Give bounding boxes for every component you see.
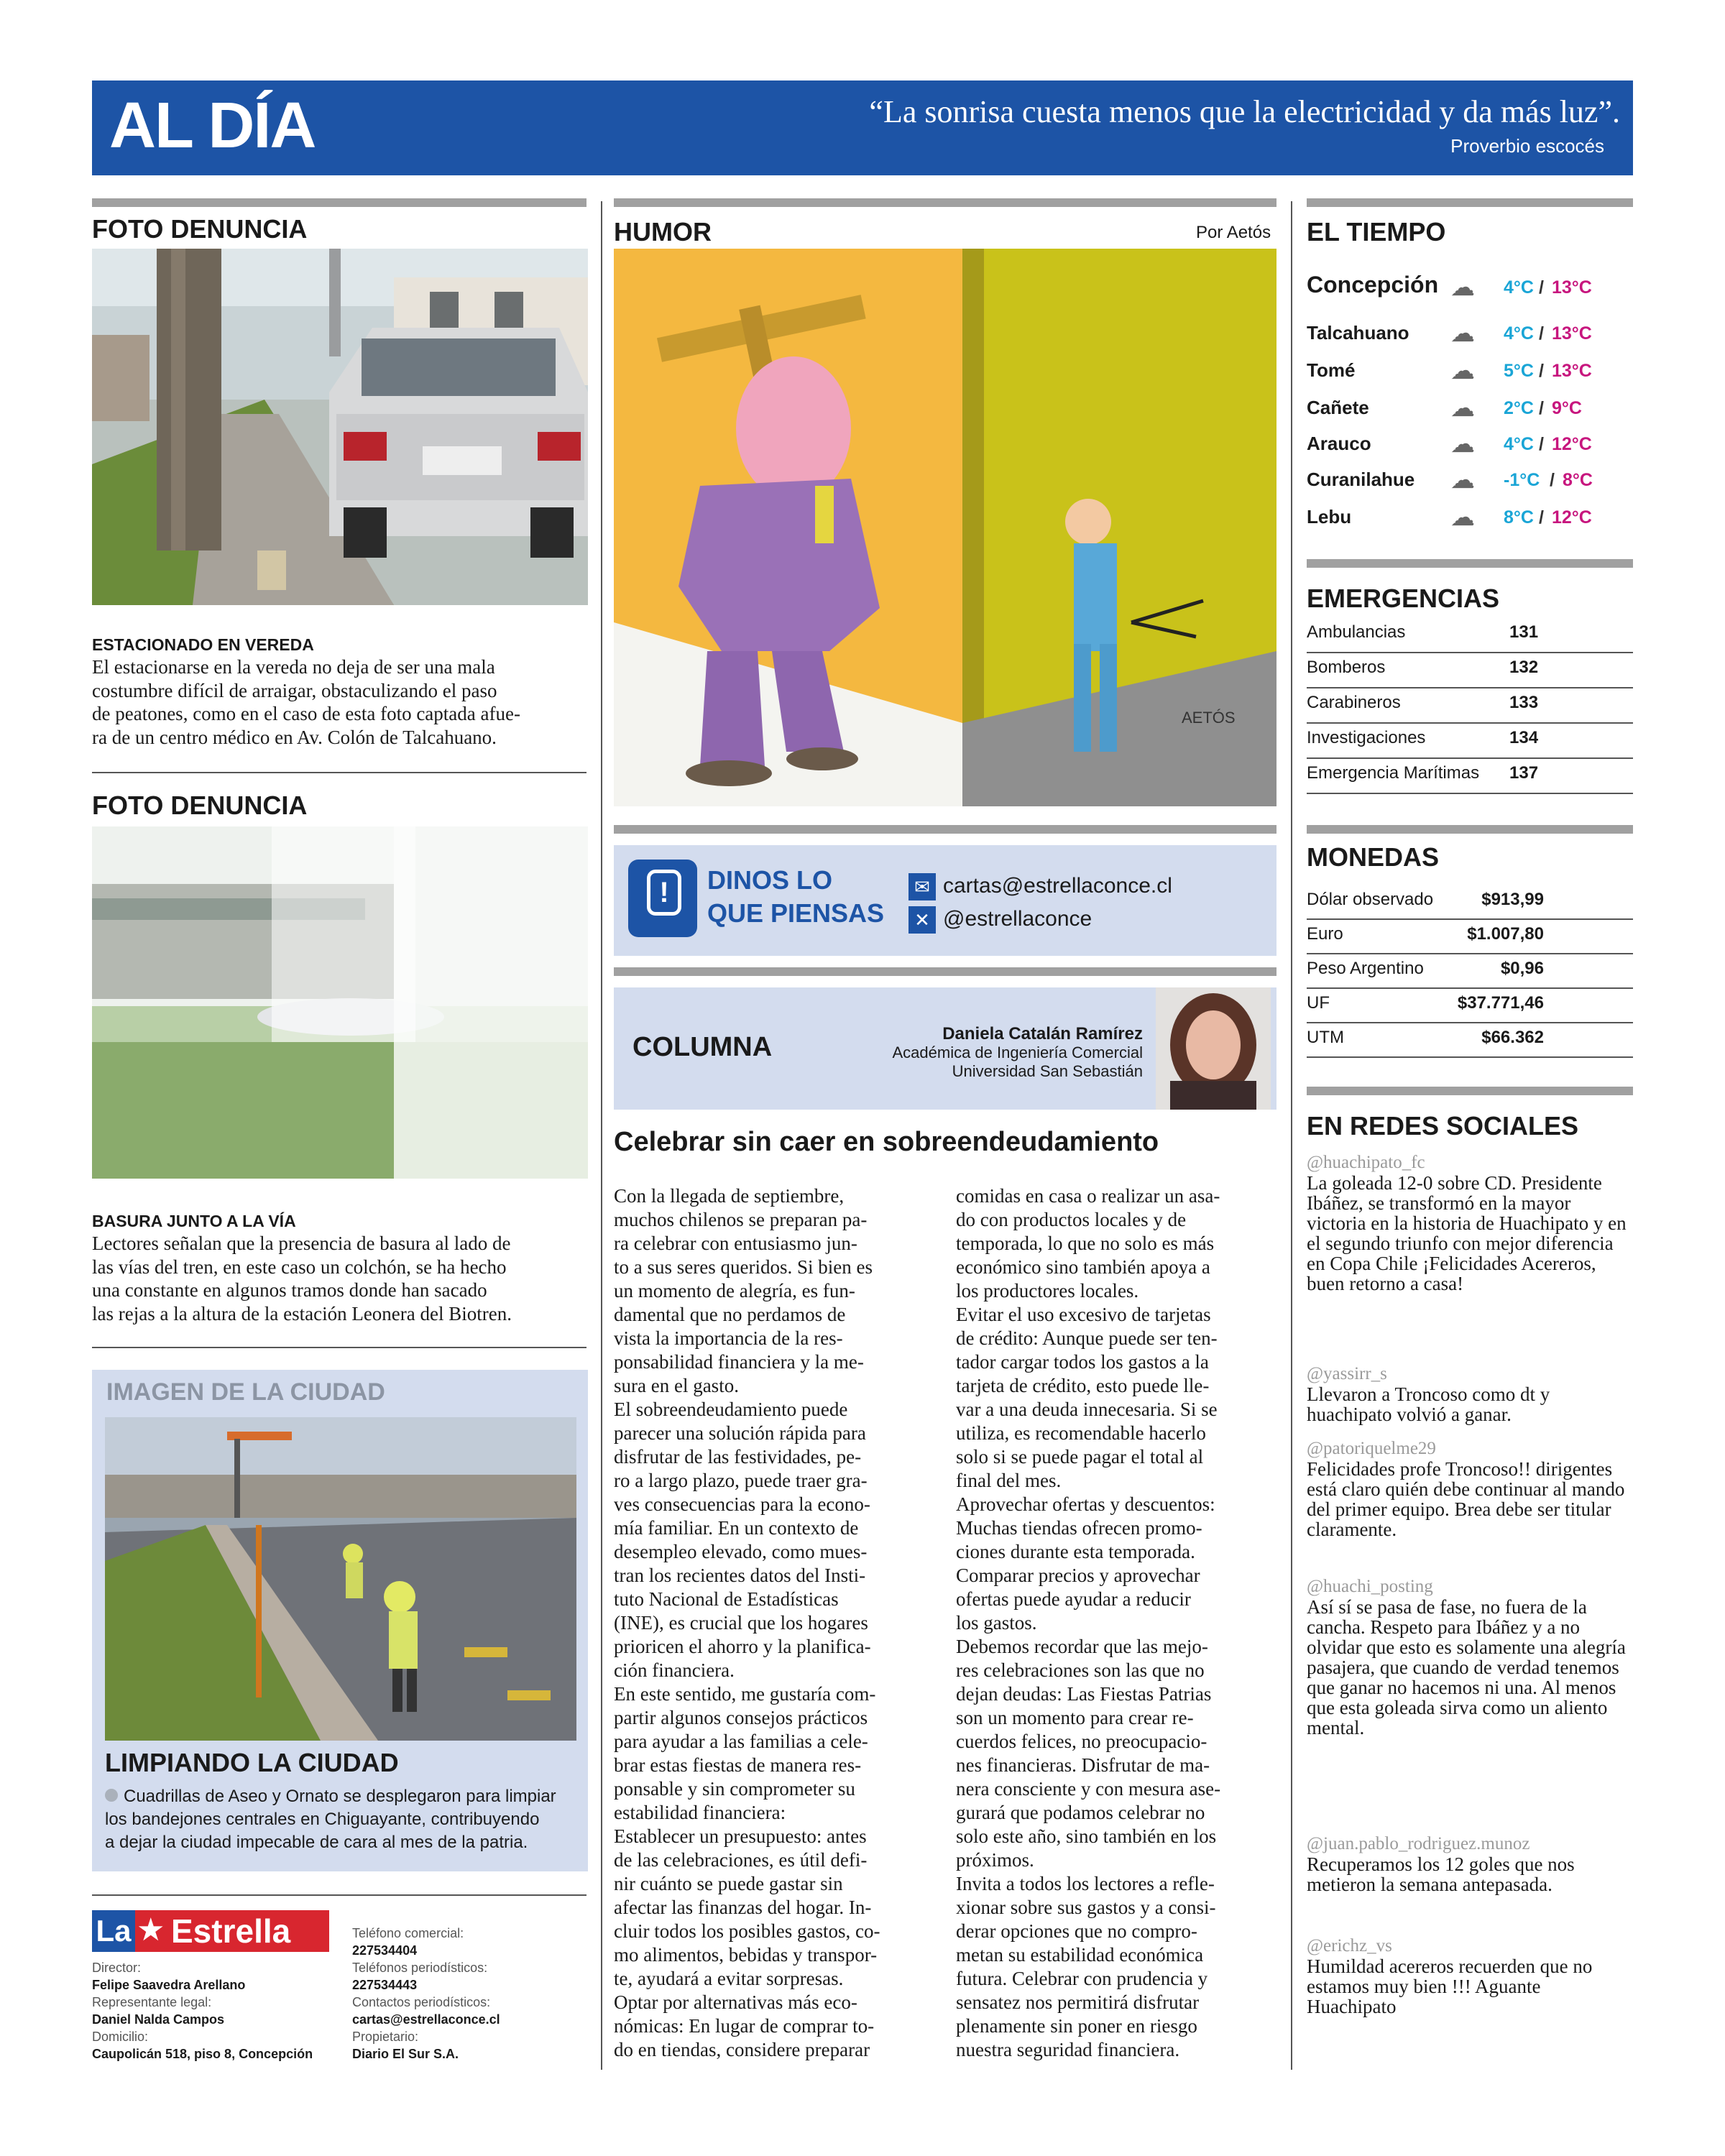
estrella-logo	[92, 1910, 329, 1952]
post-handle: @juan.pablo_rodriguez.munoz	[1307, 1834, 1530, 1853]
section-rule	[614, 825, 1276, 834]
post-handle: @erichz_vs	[1307, 1936, 1392, 1955]
dom: Caupolicán 518, piso 8, Concepción	[92, 2047, 313, 2061]
caption-line: las vías del tren, en este caso un colchón, se ha hecho	[92, 1256, 507, 1278]
foto2-photo	[92, 826, 588, 1179]
emergency-row	[1307, 688, 1633, 724]
weather-sep: /	[1539, 398, 1544, 418]
rain-cloud-icon: ☁	[1450, 395, 1475, 422]
parked-car-illustration	[92, 249, 588, 605]
email-text: cartas@estrellaconce.cl	[943, 874, 1172, 898]
weather-city: Curanilahue	[1307, 469, 1415, 490]
rain-cloud-icon: ☁	[1450, 466, 1475, 494]
weather-row	[1307, 354, 1633, 390]
emergency-label: Ambulancias	[1307, 622, 1406, 642]
dinos-line: QUE PIENSAS	[707, 898, 885, 928]
weather-max: 13°C	[1552, 277, 1592, 298]
post-text: La goleada 12-0 sobre CD. Presidente Ibáñez, se transformó en la mayor victoria en la historia de Huachipato y en el segundo triunfo con mejor diferencia en Copa Chile ¡Felicidades Acereros, buen retorno a casa!	[1307, 1172, 1627, 1294]
currency-row	[1307, 989, 1633, 1023]
foto2-heading: FOTO DENUNCIA	[92, 791, 308, 820]
humor-heading: HUMOR	[614, 217, 712, 247]
post-text: Así sí se pasa de fase, no fuera de la cancha. Respeto para Ibáñez y a no olvidar que esto es solamente una alegría pasajera, que cuando de verdad tenemos que ganar no hacemos ni una. Al menos que esta goleada sirva como un aliento mental.	[1307, 1596, 1626, 1738]
masthead-left	[92, 1959, 313, 2063]
caption-line: a dejar la ciudad impecable de cara al mes de la patria.	[105, 1833, 528, 1852]
rain-cloud-icon: ☁	[1450, 320, 1475, 347]
tel-com-label: Teléfono comercial:	[352, 1926, 464, 1940]
weather-city: Talcahuano	[1307, 322, 1409, 344]
currency-row	[1307, 920, 1633, 954]
columna-title: Celebrar sin caer en sobreendeudamiento	[614, 1127, 1159, 1157]
x-link[interactable]	[908, 903, 1172, 936]
humor-cartoon	[614, 249, 1276, 806]
weather-city: Arauco	[1307, 433, 1371, 454]
social-post	[1307, 1364, 1633, 1424]
email-link[interactable]	[908, 870, 1172, 903]
ciudad-caption	[105, 1785, 556, 1854]
caption-line	[105, 1785, 556, 1808]
banner-quote: “La sonrisa cuesta menos que la electricidad y da más luz”.	[869, 94, 1620, 129]
emergencias-table	[1307, 618, 1633, 798]
rain-cloud-icon: ☁	[1450, 430, 1475, 458]
social-post	[1307, 1153, 1633, 1294]
currency-label: Euro	[1307, 924, 1343, 944]
caption-line: las rejas a la altura de la estación Leonera del Biotren.	[92, 1302, 512, 1325]
weather-row	[1307, 463, 1633, 499]
humor-author: Por Aetós	[1196, 223, 1271, 242]
weather-min: -1°C	[1504, 470, 1540, 490]
rain-cloud-icon: ☁	[1450, 504, 1475, 531]
weather-city: Lebu	[1307, 506, 1352, 528]
dinos-title	[707, 864, 884, 930]
ciudad-title: LIMPIANDO LA CIUDAD	[105, 1748, 399, 1777]
weather-table	[1307, 270, 1633, 536]
columna-label: COLUMNA	[632, 1032, 773, 1062]
cartoon-illustration	[614, 249, 1276, 806]
caption-line: Lectores señalan que la presencia de basura al lado de	[92, 1233, 511, 1254]
weather-sep: /	[1539, 507, 1544, 528]
weather-max: 8°C	[1563, 470, 1593, 490]
columna-author: Daniela Catalán Ramírez	[942, 1024, 1143, 1044]
caption-line: ra de un centro médico en Av. Colón de Talcahuano.	[92, 726, 497, 748]
column-divider	[601, 201, 602, 2070]
section-rule	[1307, 825, 1633, 834]
columna-body-col1: Con la llegada de septiembre, muchos chilenos se preparan pa- ra celebrar con entusiasmo jun- to a sus seres queridos. Si bien es un momento de alegría, es fun- damental que no perdamos de vista la importancia de la res- ponsabilidad financiera y la me- sura en el gasto. El sobreendeudamiento puede parecer una solución rápida para disfrutar de las festividades, pe- ro a largo plazo, puede traer gra- ves consecuencias para la econo- mía familiar. En un contexto de desempleo elevado, como mues- tran los recientes datos del Insti- tuto Nacional de Estadísticas (INE), es crucial que los hogares prioricen el ahorro y la planifica- ción financiera. En este sentido, me gustaría com- partir algunos consejos prácticos para ayudar a las familias a cele- brar estas fiestas de manera res- ponsable y sin comprometer su estabilidad financiera: Establecer un presupuesto: antes de las celebraciones, es útil defi- nir cuánto se puede gastar sin afectar las finanzas del hogar. In- cluir todos los posibles gastos, co- mo alimentos, bebidas y transpor- te, ayudará a evitar sorpresas. Optar por alternativas más eco- nómicas: En lugar de comprar to- do en tiendas, considere preparar	[614, 1185, 880, 2060]
director: Felipe Saavedra Arellano	[92, 1978, 246, 1992]
emergency-row	[1307, 618, 1633, 653]
foto2-caption-title: BASURA JUNTO A LA VÍA	[92, 1212, 296, 1230]
author-photo	[1156, 987, 1271, 1110]
weather-row	[1307, 391, 1633, 427]
section-rule	[1307, 559, 1633, 568]
caption-line: El estacionarse en la vereda no deja de ser una mala	[92, 656, 495, 678]
tiempo-heading: EL TIEMPO	[1307, 217, 1446, 247]
currency-value: $66.362	[1481, 1028, 1544, 1047]
currency-label: UF	[1307, 993, 1330, 1013]
prop: Diario El Sur S.A.	[352, 2047, 459, 2061]
street-cleaning-illustration	[105, 1417, 576, 1741]
currency-label: UTM	[1307, 1028, 1344, 1047]
cont-label: Contactos periodísticos:	[352, 1995, 491, 2009]
section-rule	[1307, 1087, 1633, 1095]
currency-value: $0,96	[1500, 959, 1544, 978]
weather-row	[1307, 316, 1633, 352]
currency-row	[1307, 1023, 1633, 1058]
tel-com: 227534404	[352, 1943, 418, 1958]
author-portrait	[1156, 987, 1271, 1110]
post-text: Felicidades profe Troncoso!! dirigentes está claro quién debe continuar al mando del primer equipo. Brea debe ser titular claramente.	[1307, 1458, 1625, 1540]
star-icon: ★	[137, 1912, 165, 1948]
caption-line: costumbre difícil de arraigar, obstaculizando el paso	[92, 679, 497, 701]
post-text: Llevaron a Troncoso como dt y huachipato volvió a ganar.	[1307, 1383, 1550, 1425]
weather-sep: /	[1550, 470, 1555, 490]
emergency-label: Investigaciones	[1307, 728, 1426, 747]
ciudad-heading: IMAGEN DE LA CIUDAD	[106, 1378, 385, 1406]
tel-per-label: Teléfonos periodísticos:	[352, 1961, 488, 1975]
weather-city: Cañete	[1307, 397, 1369, 418]
x-text: @estrellaconce	[943, 907, 1092, 931]
column-divider	[1291, 201, 1292, 2070]
dinos-box	[614, 845, 1276, 956]
exclamation-icon: !	[647, 870, 681, 916]
weather-city: Concepción	[1307, 272, 1439, 298]
columna-header	[614, 987, 1276, 1110]
bullet-icon	[105, 1789, 118, 1802]
weather-sep: /	[1539, 277, 1544, 298]
weather-row	[1307, 500, 1633, 536]
weather-row	[1307, 270, 1633, 306]
foto1-caption-title: ESTACIONADO EN VEREDA	[92, 635, 314, 654]
post-text: Recuperamos los 12 goles que nos metieron la semana antepasada.	[1307, 1853, 1575, 1895]
caption-line: los bandejones centrales en Chiguayante, contribuyendo	[105, 1810, 540, 1829]
currency-value: $37.771,46	[1457, 993, 1544, 1013]
post-handle: @huachi_posting	[1307, 1577, 1433, 1596]
logo-la: La	[92, 1910, 135, 1952]
emergency-row	[1307, 759, 1633, 794]
weather-max: 12°C	[1552, 434, 1592, 454]
weather-max: 13°C	[1552, 323, 1592, 344]
imagen-ciudad-box	[92, 1370, 588, 1871]
mattress-by-tracks-illustration	[92, 826, 588, 1179]
section-title: AL DÍA	[109, 90, 316, 162]
columna-author-block	[892, 1025, 1143, 1081]
post-handle: @yassirr_s	[1307, 1364, 1387, 1383]
rain-cloud-icon: ☁	[1450, 274, 1475, 301]
section-banner	[92, 80, 1633, 175]
weather-row	[1307, 427, 1633, 463]
director-label: Director:	[92, 1961, 142, 1975]
cartoon-signature: AETÓS	[1182, 709, 1236, 727]
emergency-row	[1307, 724, 1633, 759]
section-rule	[614, 967, 1276, 976]
post-handle: @patoriquelme29	[1307, 1439, 1436, 1458]
dom-label: Domicilio:	[92, 2030, 149, 2044]
weather-sep: /	[1539, 361, 1544, 381]
emergency-label: Emergencia Marítimas	[1307, 763, 1480, 783]
weather-sep: /	[1539, 323, 1544, 344]
weather-max: 9°C	[1552, 398, 1582, 418]
section-rule	[1307, 198, 1633, 207]
emergencias-heading: EMERGENCIAS	[1307, 584, 1500, 613]
foto2-caption	[92, 1232, 512, 1325]
emergency-value: 134	[1509, 728, 1539, 747]
currency-label: Peso Argentino	[1307, 959, 1424, 978]
weather-min: 4°C	[1504, 434, 1534, 454]
section-rule	[614, 198, 1276, 207]
weather-min: 4°C	[1504, 323, 1534, 344]
monedas-table	[1307, 885, 1633, 1065]
social-post	[1307, 1577, 1633, 1738]
cont: cartas@estrellaconce.cl	[352, 2012, 500, 2027]
mail-icon: ✉	[908, 873, 936, 900]
social-post	[1307, 1834, 1633, 1894]
currency-row	[1307, 885, 1633, 920]
monedas-heading: MONEDAS	[1307, 842, 1440, 872]
foto1-photo	[92, 249, 588, 605]
weather-min: 4°C	[1504, 277, 1534, 298]
columna-role: Académica de Ingeniería Comercial	[892, 1044, 1143, 1061]
divider	[92, 1894, 586, 1896]
emergency-value: 133	[1509, 693, 1539, 712]
rep-label: Representante legal:	[92, 1995, 212, 2009]
post-handle: @huachipato_fc	[1307, 1153, 1425, 1172]
weather-min: 5°C	[1504, 361, 1534, 381]
currency-row	[1307, 954, 1633, 989]
dinos-line: DINOS LO	[707, 865, 833, 895]
weather-sep: /	[1539, 434, 1544, 454]
weather-min: 8°C	[1504, 507, 1534, 528]
prop-label: Propietario:	[352, 2030, 419, 2044]
social-post	[1307, 1936, 1633, 2017]
currency-label: Dólar observado	[1307, 890, 1434, 909]
speech-bubble-icon	[628, 860, 697, 937]
post-text: Humildad acereros recuerden que no estamos muy bien !!! Aguante Huachipato	[1307, 1955, 1593, 2017]
emergency-value: 131	[1509, 622, 1539, 642]
caption-text: Cuadrillas de Aseo y Ornato se desplegaron para limpiar	[124, 1787, 556, 1806]
foto1-heading: FOTO DENUNCIA	[92, 214, 308, 244]
weather-city: Tomé	[1307, 359, 1356, 381]
divider	[92, 772, 586, 773]
rep: Daniel Nalda Campos	[92, 2012, 225, 2027]
currency-value: $913,99	[1481, 890, 1544, 909]
foto1-caption	[92, 655, 520, 749]
rain-cloud-icon: ☁	[1450, 357, 1475, 384]
x-icon: ✕	[908, 906, 936, 934]
weather-min: 2°C	[1504, 398, 1534, 418]
emergency-row	[1307, 653, 1633, 688]
weather-max: 12°C	[1552, 507, 1592, 528]
divider	[92, 1347, 586, 1348]
emergency-value: 132	[1509, 658, 1539, 677]
tel-per: 227534443	[352, 1978, 418, 1992]
caption-line: de peatones, como en el caso de esta foto captada afue-	[92, 703, 520, 724]
weather-max: 13°C	[1552, 361, 1592, 381]
emergency-label: Bomberos	[1307, 658, 1386, 677]
emergency-label: Carabineros	[1307, 693, 1401, 712]
columna-role: Universidad San Sebastián	[952, 1062, 1143, 1080]
section-rule	[92, 198, 586, 207]
logo-estrella: Estrella	[171, 1912, 291, 1950]
social-post	[1307, 1439, 1633, 1539]
emergency-value: 137	[1509, 763, 1539, 783]
masthead-right	[352, 1925, 500, 2063]
currency-value: $1.007,80	[1467, 924, 1544, 944]
redes-heading: EN REDES SOCIALES	[1307, 1111, 1579, 1141]
ciudad-photo	[105, 1417, 576, 1741]
caption-line: una constante en algunos tramos donde han sacado	[92, 1279, 487, 1301]
quote-author: Proverbio escocés	[1450, 135, 1604, 157]
dinos-contacts	[908, 870, 1172, 936]
columna-body-col2: comidas en casa o realizar un asa- do con productos locales y de temporada, lo que no solo es más económico sino también apoya a los productores locales. Evitar el uso excesivo de tarjetas de crédito: Aunque puede ser ten- tador cargar todos los gastos a la tarjeta de crédito, esto puede lle- var a una deuda innecesaria. Si se utiliza, es recomendable hacerlo solo si se puede pagar el total al final del mes. Aprovechar ofertas y descuentos: Muchas tiendas ofrecen promo- ciones durante esta temporada. Comparar precios y aprovechar ofertas puede ayudar a reducir los gastos. Debemos recordar que las mejo- res celebraciones son las que no dejan deudas: Las Fiestas Patrias son un momento para crear re- cuerdos felices, no preocupacio- nes financieras. Disfrutar de ma- nera consciente y con mesura ase- gurará que podamos celebrar no solo este año, sino también en los próximos. Invita a todos los lectores a refle- xionar sobre sus gastos y a consi- derar opciones que no compro- metan su estabilidad económica futura. Celebrar con prudencia y sensatez nos permitirá disfrutar plenamente sin poner en riesgo nuestra seguridad financiera.	[956, 1185, 1221, 2060]
